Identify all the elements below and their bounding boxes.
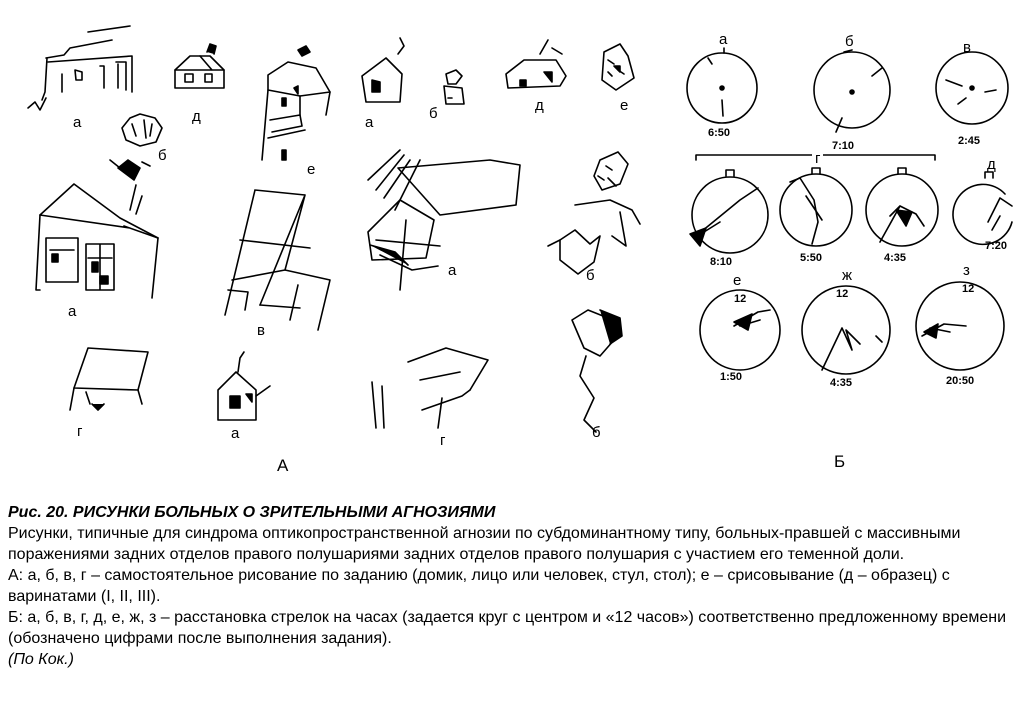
clock-e-twelve: 12 bbox=[734, 293, 747, 305]
clock-z-letter: з bbox=[963, 262, 970, 279]
sketch-mid-chair-a bbox=[368, 150, 520, 290]
sketch-house-small-a bbox=[218, 352, 270, 420]
clock-zh-twelve: 12 bbox=[836, 288, 849, 300]
clock-a-time: 6:50 bbox=[708, 127, 731, 139]
clock-a bbox=[687, 48, 757, 123]
caption-title: Рис. 20. РИСУНКИ БОЛЬНЫХ О ЗРИТЕЛЬНЫМИ АГНОЗИЯМИ bbox=[8, 504, 496, 521]
label-a-large-house-a: а bbox=[68, 303, 77, 320]
label-a-face-b: б bbox=[158, 147, 167, 164]
clock-b-letter: б bbox=[845, 33, 854, 50]
label-a-house-a: а bbox=[73, 114, 82, 131]
clock-a-letter: а bbox=[719, 31, 728, 48]
clock-v bbox=[936, 52, 1008, 124]
sketch-house-large-a bbox=[36, 184, 158, 298]
label-a-table-g: г bbox=[77, 423, 83, 440]
group-g-label: г bbox=[812, 151, 823, 166]
clock-zh-letter: ж bbox=[842, 267, 853, 284]
label-mid-chair-a: а bbox=[448, 262, 457, 279]
clock-g2-time: 5:50 bbox=[800, 252, 823, 264]
label-mid-house-e: е bbox=[620, 97, 629, 114]
sketch-mid-figure-b bbox=[444, 70, 464, 104]
sketch-face-b bbox=[110, 114, 162, 180]
clock-g1-time: 8:10 bbox=[710, 256, 733, 268]
sketch-house-a bbox=[28, 26, 132, 110]
clock-g3-time: 4:35 bbox=[884, 252, 907, 264]
clock-b bbox=[814, 50, 890, 132]
label-a-chair-v: в bbox=[257, 322, 265, 339]
label-mid-figure-b: б bbox=[429, 105, 438, 122]
sketch-mid-person-b2 bbox=[572, 310, 622, 432]
clock-e-time: 1:50 bbox=[720, 371, 743, 383]
panel-letter-a: А bbox=[277, 456, 289, 475]
label-a-small-house-a: а bbox=[231, 425, 240, 442]
label-mid-person-b: б bbox=[586, 267, 595, 284]
clock-z-time: 20:50 bbox=[946, 375, 975, 387]
clock-v-time: 2:45 bbox=[958, 135, 981, 147]
clock-g3 bbox=[866, 168, 938, 246]
label-mid-table-g: г bbox=[440, 432, 446, 449]
clock-z-twelve: 12 bbox=[962, 283, 975, 295]
sketch-mid-house-d bbox=[506, 40, 566, 88]
clock-zh-time: 4:35 bbox=[830, 377, 853, 389]
sketch-house-e bbox=[262, 46, 330, 160]
label-mid-person-b2: б bbox=[592, 424, 601, 441]
sketch-mid-house-a bbox=[362, 38, 404, 102]
label-mid-house-d: д bbox=[535, 97, 544, 114]
sketch-mid-house-e bbox=[602, 44, 634, 90]
clock-b-time: 7:10 bbox=[832, 140, 855, 152]
caption-description: Рисунки, типичные для синдрома оптикопространственной агнозии по субдоминантному типу, больных-правшей с массивными поражениями задних отделов правого полушариями задних отделов правого полушария с участием его теменной доли. bbox=[8, 525, 961, 563]
caption-part-a: А: а, б, в, г – самостоятельное рисование по заданию (домик, лицо или человек, стул, стол); е – срисовывание (д – образец) с варинатами (I, II, III). bbox=[8, 567, 950, 605]
clock-d-time: 7:20 bbox=[985, 240, 1008, 252]
clock-z bbox=[916, 282, 1004, 370]
clock-d bbox=[953, 172, 1012, 244]
clock-e-letter: е bbox=[733, 272, 742, 289]
figure-caption bbox=[8, 502, 1023, 670]
sketch-mid-person-b bbox=[548, 152, 640, 274]
sketch-chair-v bbox=[225, 190, 330, 330]
caption-source: (По Кок.) bbox=[8, 651, 74, 668]
clock-g2 bbox=[780, 168, 852, 246]
label-mid-house-a: а bbox=[365, 114, 374, 131]
label-a-house-d: д bbox=[192, 108, 201, 125]
clock-v-letter: в bbox=[963, 39, 971, 56]
sketch-mid-table-g bbox=[372, 348, 488, 428]
sketch-house-d bbox=[175, 44, 224, 88]
panel-letter-b: Б bbox=[834, 452, 846, 471]
sketch-table-g bbox=[70, 348, 148, 410]
caption-part-b: Б: а, б, в, г, д, е, ж, з – расстановка стрелок на часах (задается круг с центром и «12 часов») соответственно предложенному времени (обозначено цифрами после выполнения задания). bbox=[8, 609, 1007, 647]
clock-g1 bbox=[690, 170, 768, 253]
clock-d-letter: д bbox=[987, 156, 996, 173]
label-a-house-e: е bbox=[307, 161, 316, 178]
